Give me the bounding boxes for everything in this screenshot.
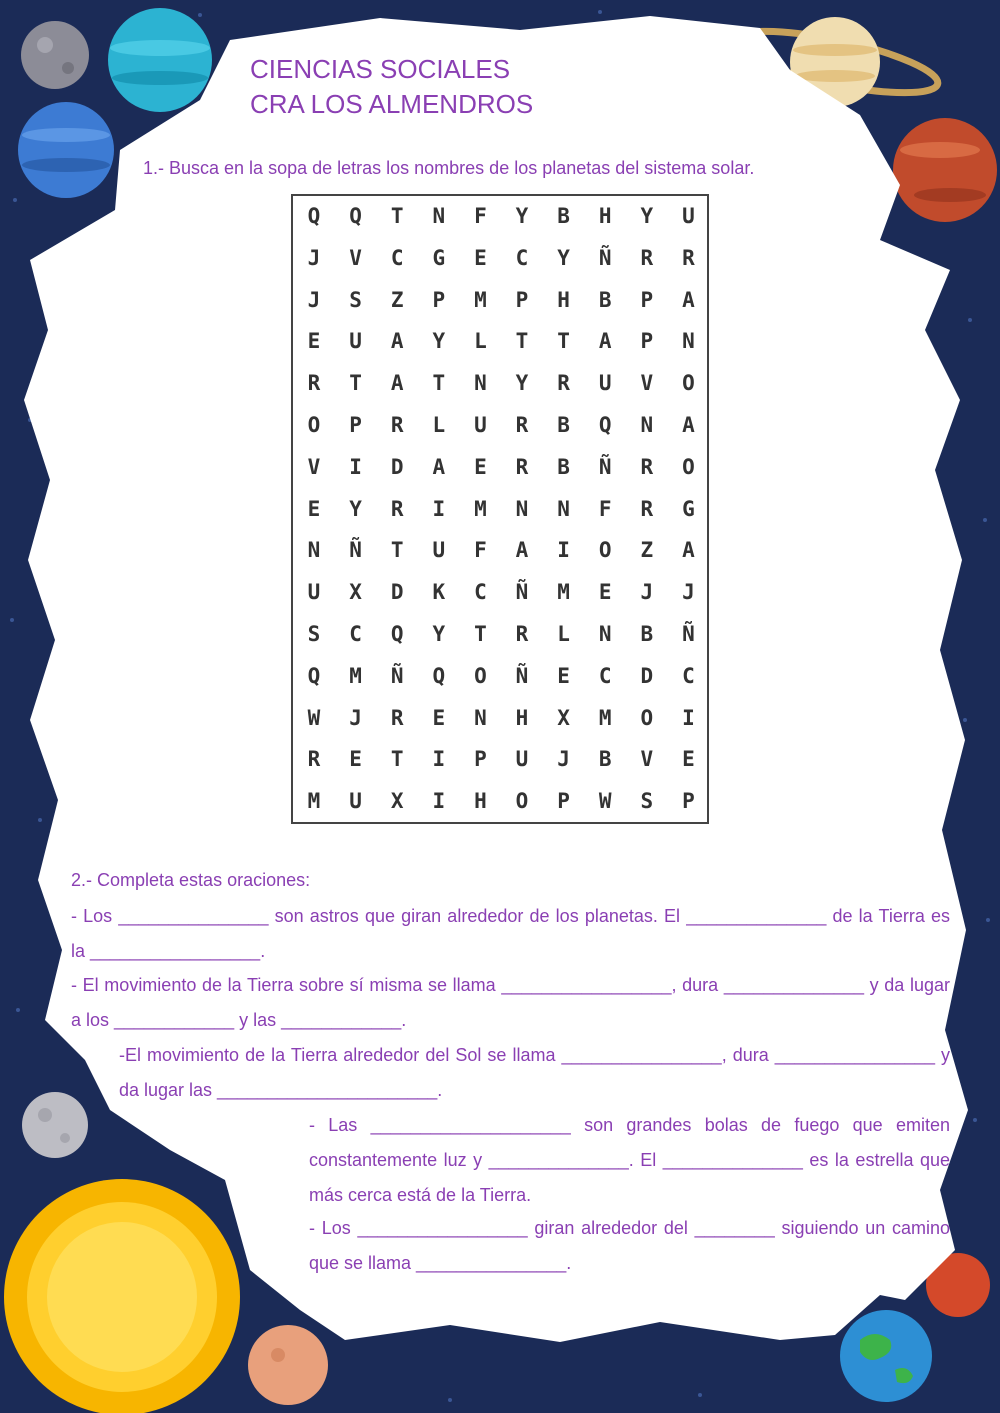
grid-letter: O	[515, 789, 529, 814]
grid-letter: Z	[640, 538, 654, 563]
grid-letter: V	[640, 747, 654, 772]
grid-letter: D	[640, 663, 654, 688]
grid-letter: R	[390, 413, 404, 437]
grid-letter: Y	[640, 204, 654, 228]
grid-letter: B	[598, 287, 612, 312]
grid-letter: V	[307, 454, 321, 479]
grid-letter: P	[515, 287, 529, 312]
grid-letter: C	[474, 580, 487, 605]
grid-letter: P	[640, 287, 654, 312]
grid-letter: K	[432, 580, 446, 605]
grid-letter: O	[474, 663, 487, 688]
grid-letter: Ñ	[390, 663, 404, 688]
grid-letter: Y	[557, 245, 570, 270]
grid-letter: U	[432, 538, 446, 563]
grid-letter: B	[640, 622, 654, 646]
grid-letter: T	[432, 371, 446, 396]
grid-letter: T	[557, 329, 570, 354]
grid-letter: N	[557, 496, 570, 521]
word-search-grid	[291, 194, 709, 824]
sentence-planets: - Los _________________ giran alrededor del ________ siguiendo un camino que se llama _______________.	[309, 1218, 950, 1273]
grid-letter: Ñ	[515, 663, 529, 688]
grid-letter: M	[557, 580, 570, 605]
grid-letter: Y	[432, 622, 446, 646]
grid-letter: D	[390, 580, 404, 605]
grid-letter: P	[349, 413, 362, 437]
grid-letter: I	[432, 789, 446, 814]
grid-letter: N	[515, 496, 529, 521]
grid-letter: J	[557, 747, 570, 772]
grid-letter: V	[349, 245, 362, 270]
grid-letter: U	[349, 329, 362, 354]
grid-letter: A	[682, 413, 695, 437]
grid-letter: B	[598, 747, 612, 772]
sentence-moons: - Los _______________ son astros que giran alrededor de los planetas. El ______________ de la Tierra es la _________________.	[71, 906, 950, 961]
grid-letter: T	[349, 371, 362, 396]
grid-letter: J	[307, 287, 321, 312]
grid-letter: A	[432, 454, 446, 479]
exercise2-prompt: 2.- Completa estas oraciones:	[71, 870, 311, 890]
title-school: CRA LOS ALMENDROS	[250, 89, 534, 119]
grid-letter: M	[474, 287, 487, 312]
grid-letter: H	[515, 705, 529, 730]
grid-letter: G	[682, 496, 695, 521]
grid-letter: F	[474, 204, 487, 228]
grid-letter: X	[349, 580, 362, 605]
grid-letter: R	[640, 496, 654, 521]
grid-letter: Y	[515, 204, 529, 228]
grid-letter: B	[557, 454, 570, 479]
grid-letter: B	[557, 413, 570, 437]
grid-letter: E	[474, 245, 487, 270]
grid-letter: Q	[432, 663, 446, 688]
grid-letter: U	[307, 580, 321, 605]
grid-letter: X	[557, 705, 570, 730]
grid-letter: X	[390, 789, 404, 814]
grid-letter: J	[307, 245, 321, 270]
grid-letter: P	[474, 747, 487, 772]
grid-letter: Q	[307, 663, 321, 688]
grid-letter: Q	[349, 204, 362, 228]
grid-letter: S	[349, 287, 362, 312]
grid-letter: O	[640, 705, 654, 730]
grid-letter: D	[390, 454, 404, 479]
grid-letter: T	[390, 747, 404, 772]
grid-letter: Ñ	[682, 622, 695, 646]
grid-letter: Y	[432, 329, 446, 354]
grid-letter: N	[307, 538, 321, 563]
grid-letter: Y	[349, 496, 362, 521]
grid-letter: Ñ	[515, 580, 529, 605]
grid-letter: S	[307, 622, 321, 646]
grid-letter: Q	[390, 622, 404, 646]
grid-letter: Ñ	[598, 245, 612, 270]
grid-letter: J	[640, 580, 654, 605]
sentence-rotation: - El movimiento de la Tierra sobre sí misma se llama _________________, dura ______________ y da lugar a los ____________ y las ____________.	[71, 975, 950, 1030]
grid-letter: T	[474, 622, 487, 646]
grid-letter: T	[390, 538, 404, 563]
grid-letter: N	[598, 622, 612, 646]
grid-letter: M	[474, 496, 487, 521]
title-subject: CIENCIAS SOCIALES	[250, 54, 511, 84]
grid-letter: E	[349, 747, 362, 772]
grid-letter: H	[598, 204, 612, 228]
grid-letter: R	[682, 245, 695, 270]
sentence-translation: -El movimiento de la Tierra alrededor del Sol se llama ________________, dura ________________ y da lugar las ______________________.	[119, 1045, 950, 1100]
grid-letter: R	[307, 747, 321, 772]
grid-letter: E	[432, 705, 446, 730]
grid-letter: R	[390, 705, 404, 730]
grid-letter: N	[640, 413, 654, 437]
grid-letter: U	[682, 204, 695, 228]
grid-letter: C	[682, 663, 695, 688]
grid-letter: Ñ	[349, 538, 362, 563]
grid-letter: I	[557, 538, 570, 563]
sentence-stars: - Las ____________________ son grandes bolas de fuego que emiten constantemente luz y ______________. El ______________ es la estrella que más cerca está de la Tierra.	[309, 1115, 950, 1205]
grid-letter: R	[515, 413, 529, 437]
grid-letter: I	[432, 747, 446, 772]
grid-letter: O	[598, 538, 612, 563]
grid-letter: R	[515, 454, 529, 479]
grid-letter: S	[640, 789, 654, 814]
grid-letter: H	[557, 287, 570, 312]
grid-letter: A	[390, 371, 404, 396]
grid-letter: A	[682, 287, 695, 312]
exercise1-prompt: 1.- Busca en la sopa de letras los nombres de los planetas del sistema solar.	[143, 158, 755, 178]
grid-letter: Q	[307, 204, 321, 228]
grid-letter: E	[682, 747, 695, 772]
grid-letter: A	[598, 329, 612, 354]
grid-letter: N	[474, 705, 487, 730]
grid-letter: R	[640, 454, 654, 479]
grid-letter: A	[682, 538, 695, 563]
grid-letter: N	[432, 204, 446, 228]
grid-letter: Q	[598, 413, 612, 437]
grid-letter: C	[515, 245, 529, 270]
grid-letter: Ñ	[598, 454, 612, 479]
grid-letter: L	[474, 329, 487, 354]
grid-letter: O	[682, 454, 695, 479]
grid-letter: F	[474, 538, 487, 563]
grid-letter: E	[474, 454, 487, 479]
grid-letter: C	[349, 622, 362, 646]
grid-letter: P	[432, 287, 446, 312]
grid-letter: P	[682, 789, 695, 814]
grid-letter: C	[390, 245, 404, 270]
grid-letter: R	[515, 622, 529, 646]
grid-letter: P	[557, 789, 570, 814]
grid-letter: N	[682, 329, 695, 354]
grid-letter: E	[307, 496, 321, 521]
grid-letter: L	[557, 622, 570, 646]
grid-letter: J	[349, 705, 362, 730]
grid-letter: O	[307, 413, 321, 437]
grid-letter: J	[682, 580, 695, 605]
grid-letter: T	[390, 204, 404, 228]
grid-letter: M	[307, 789, 321, 814]
grid-letter: E	[598, 580, 612, 605]
grid-letter: I	[682, 705, 695, 730]
grid-letter: F	[598, 496, 612, 521]
grid-letter: R	[390, 496, 404, 521]
grid-letter: W	[598, 789, 612, 814]
grid-letter: R	[557, 371, 570, 396]
grid-letter: W	[307, 705, 321, 730]
grid-letter: M	[349, 663, 362, 688]
grid-letter: I	[349, 454, 362, 479]
grid-letter: E	[557, 663, 570, 688]
grid-letter: O	[682, 371, 695, 396]
grid-letter: G	[432, 245, 446, 270]
grid-letter: M	[598, 705, 612, 730]
grid-letter: E	[307, 329, 321, 354]
grid-letter: R	[640, 245, 654, 270]
grid-letter: A	[515, 538, 529, 563]
grid-letter: Z	[390, 287, 404, 312]
grid-letter: Y	[515, 371, 529, 396]
grid-letter: V	[640, 371, 654, 396]
grid-letter: P	[640, 329, 654, 354]
grid-letter: I	[432, 496, 446, 521]
grid-letter: N	[474, 371, 487, 396]
grid-letter: C	[598, 663, 612, 688]
grid-letter: T	[515, 329, 529, 354]
grid-letter: U	[598, 371, 612, 396]
grid-letter: L	[432, 413, 446, 437]
grid-letter: R	[307, 371, 321, 396]
grid-letter: B	[557, 204, 570, 228]
grid-letter: U	[515, 747, 529, 772]
grid-letter: U	[474, 413, 487, 437]
grid-letter: A	[390, 329, 404, 354]
page-title	[250, 52, 533, 122]
grid-letter: U	[349, 789, 362, 814]
grid-letter: H	[474, 789, 487, 814]
